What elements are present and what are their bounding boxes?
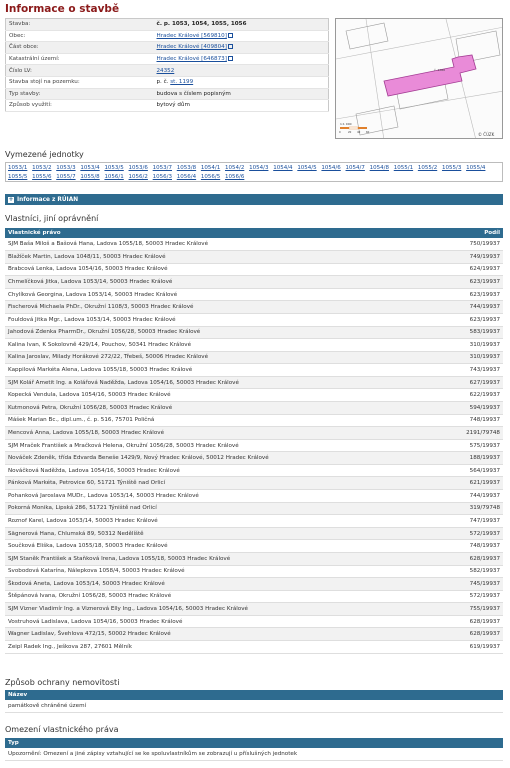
restrictions-section-title: Omezení vlastnického práva — [5, 725, 119, 734]
owner-name: Kalina Jaroslav, Milady Horákové 272/22, Třebeš, 50006 Hradec Králové — [5, 351, 438, 364]
info-label: Katastrální území: — [6, 53, 154, 65]
owner-name: SJM Baša Miloš a Bašová Hana, Ladova 1055/18, 50003 Hradec Králové — [5, 238, 438, 251]
owner-name: Chmelíčková Jitka, Ladova 1053/14, 50003 Hradec Králové — [5, 276, 438, 289]
info-row — [6, 65, 329, 77]
table-row — [5, 364, 503, 377]
unit-link[interactable]: 1055/3 — [441, 165, 462, 171]
unit-link[interactable]: 1055/2 — [417, 165, 438, 171]
ruian-label: Informace z RÚIAN — [17, 196, 79, 203]
info-value-cell — [154, 53, 329, 65]
external-link-icon[interactable] — [228, 44, 233, 49]
info-value-link[interactable]: Hradec Králové [646873] — [156, 56, 227, 63]
owner-share: 755/19937 — [438, 603, 503, 616]
info-value-link[interactable]: st. 1199 — [170, 79, 194, 86]
owner-share: 188/19937 — [438, 452, 503, 465]
info-value-link[interactable]: Hradec Králové [409804] — [156, 44, 227, 51]
info-value-cell — [154, 100, 329, 112]
owner-share: 748/19937 — [438, 414, 503, 427]
owner-share: 582/19937 — [438, 565, 503, 578]
unit-link[interactable]: 1053/5 — [104, 165, 124, 171]
owner-name: SJM Mraček František a Mračková Helena, Okružní 1056/28, 50003 Hradec Králové — [5, 439, 438, 452]
ruian-toggle[interactable] — [5, 194, 503, 205]
owner-share: 628/19937 — [438, 615, 503, 628]
owner-share: 743/19937 — [438, 364, 503, 377]
owner-name: Štěpánová Ivana, Okružní 1056/28, 50003 Hradec Králové — [5, 590, 438, 603]
scale-tick-2: 40 — [357, 131, 361, 134]
table-row — [5, 615, 503, 628]
table-row — [5, 490, 503, 503]
owner-name: Svobodová Katarína, Nálepkova 1058/4, 50003 Hradec Králové — [5, 565, 438, 578]
owner-share: 564/19937 — [438, 464, 503, 477]
table-row — [5, 452, 503, 465]
owner-name: Roznof Karel, Ladova 1053/14, 50003 Hradec Králové — [5, 515, 438, 528]
owner-name: Fouldová Jitka Mgr., Ladova 1053/14, 50003 Hradec Králové — [5, 313, 438, 326]
unit-link[interactable]: 1056/3 — [152, 173, 173, 180]
owner-name: Fischerová Michaela PhDr., Okružní 1108/3, 50003 Hradec Králové — [5, 301, 438, 314]
unit-link[interactable]: 1055/4 — [466, 165, 486, 171]
table-row — [5, 263, 503, 276]
owner-share: 572/19937 — [438, 527, 503, 540]
restrictions-value: Upozornění: Omezení a jiné zápisy vztahující se ke spoluvlastníkům se zobrazují u příslušných jednotek — [5, 748, 503, 760]
unit-link[interactable]: 1054/7 — [345, 165, 365, 171]
unit-link[interactable]: 1054/4 — [273, 165, 293, 171]
table-row — [5, 339, 503, 352]
info-label: Stavba: — [6, 19, 154, 31]
info-value-cell — [154, 65, 329, 77]
unit-link[interactable]: 1053/2 — [32, 165, 52, 171]
table-row — [5, 552, 503, 565]
owner-share: 594/19937 — [438, 402, 503, 415]
info-value: budova s číslem popisným — [156, 90, 231, 97]
owner-name: Blažíček Martin, Ladova 1048/11, 50003 Hradec Králové — [5, 251, 438, 264]
table-row — [5, 402, 503, 415]
building-info-table — [5, 18, 329, 112]
owner-name: Pokorná Monika, Lipská 286, 51721 Týniště nad Orlicí — [5, 502, 438, 515]
owner-share: 310/19937 — [438, 351, 503, 364]
table-row — [5, 238, 503, 251]
info-row — [6, 100, 329, 112]
owner-name: Mencová Anna, Ladova 1055/18, 50003 Hradec Králové — [5, 427, 438, 440]
protection-table — [5, 690, 503, 713]
table-row — [5, 326, 503, 339]
owner-share: 621/19937 — [438, 477, 503, 490]
restrictions-table — [5, 738, 503, 761]
table-row — [5, 288, 503, 301]
unit-link[interactable]: 1053/4 — [80, 165, 100, 171]
owner-share: 749/19937 — [438, 251, 503, 264]
info-value-cell — [154, 30, 329, 42]
map-copyright: © ČÚZK — [478, 132, 495, 137]
info-label: Typ stavby: — [6, 88, 154, 100]
owner-name: Nováček Zdeněk, třída Edvarda Beneše 1429/9, Nový Hradec Králové, 50012 Hradec Králové — [5, 452, 438, 465]
info-label: Stavba stojí na pozemku: — [6, 76, 154, 88]
unit-link[interactable]: 1056/2 — [128, 173, 148, 180]
info-value: bytový dům — [156, 102, 190, 109]
owner-share: 2191/79748 — [438, 427, 503, 440]
info-label: Číslo LV: — [6, 65, 154, 77]
owner-name: Kutmonová Petra, Okružní 1056/28, 50003 Hradec Králové — [5, 402, 438, 415]
table-row — [5, 565, 503, 578]
owner-name: Kappilová Markéta Alena, Ladova 1055/18, 50003 Hradec Králové — [5, 364, 438, 377]
owner-share: 623/19937 — [438, 313, 503, 326]
table-row — [5, 376, 503, 389]
owner-name: Součková Eliška, Ladova 1055/18, 50003 Hradec Králové — [5, 540, 438, 553]
unit-link[interactable]: 1055/1 — [393, 165, 414, 171]
table-row — [5, 301, 503, 314]
owner-name: Mášek Marian Bc., dipl.um., č. p. 516, 75701 Poličná — [5, 414, 438, 427]
unit-link[interactable]: 1053/1 — [8, 165, 28, 171]
table-row — [5, 527, 503, 540]
owner-name: Kopecká Vendula, Ladova 1054/16, 50003 Hradec Králové — [5, 389, 438, 402]
unit-link[interactable]: 1056/1 — [104, 173, 124, 180]
owner-share: 583/19937 — [438, 326, 503, 339]
owner-name: SJM Vizner Vladimír Ing. a Viznerová Elly Ing., Ladova 1054/16, 50003 Hradec Králové — [5, 603, 438, 616]
owners-table — [5, 228, 503, 654]
unit-link[interactable]: 1055/5 — [8, 173, 28, 180]
info-row — [6, 88, 329, 100]
owner-share: 622/19937 — [438, 389, 503, 402]
owner-name: Jahodová Zdenka PharmDr., Okružní 1056/28, 50003 Hradec Králové — [5, 326, 438, 339]
info-row — [6, 19, 329, 31]
owner-share: 748/19937 — [438, 540, 503, 553]
table-row — [5, 502, 503, 515]
table-row — [5, 590, 503, 603]
owner-share: 623/19937 — [438, 288, 503, 301]
map-graphic — [336, 19, 503, 139]
unit-link[interactable]: 1053/8 — [176, 165, 197, 171]
owner-name: Nováčková Naděžda, Ladova 1054/16, 50003 Hradec Králové — [5, 464, 438, 477]
owner-share: 744/19937 — [438, 490, 503, 503]
external-link-icon[interactable] — [228, 56, 233, 61]
info-value-cell — [154, 88, 329, 100]
table-row — [5, 351, 503, 364]
page-title: Informace o stavbě — [5, 3, 120, 15]
unit-link[interactable]: 1053/3 — [56, 165, 76, 171]
owner-share: 747/19937 — [438, 515, 503, 528]
table-row — [5, 515, 503, 528]
scale-tick-0: 0 — [339, 131, 341, 134]
restrictions-header: Typ — [5, 738, 503, 748]
info-row — [6, 76, 329, 88]
owners-header-name: Vlastnické právo — [5, 228, 438, 238]
owner-share: 572/19937 — [438, 590, 503, 603]
cadastral-map[interactable] — [335, 18, 503, 139]
table-row — [5, 578, 503, 591]
info-value-link[interactable]: Hradec Králové [569810] — [156, 32, 227, 39]
unit-link[interactable]: 1056/6 — [224, 173, 245, 180]
unit-link[interactable]: 1055/6 — [32, 173, 52, 180]
owner-share: 623/19937 — [438, 276, 503, 289]
unit-link[interactable]: 1056/5 — [200, 173, 221, 180]
expand-plus-icon: + — [8, 195, 14, 203]
owner-share: 628/19937 — [438, 628, 503, 641]
map-scale-label: 1:1 000 — [340, 122, 352, 126]
info-label: Část obce: — [6, 42, 154, 54]
unit-link[interactable]: 1054/6 — [321, 165, 341, 171]
units-section-title: Vymezené jednotky — [5, 150, 84, 159]
unit-link[interactable]: 1056/4 — [176, 173, 197, 180]
unit-link[interactable]: 1054/5 — [297, 165, 317, 171]
info-row — [6, 53, 329, 65]
unit-link[interactable]: 1054/8 — [369, 165, 389, 171]
scale-tick-3: 60 — [366, 131, 370, 134]
owner-name: Kalina Ivan, K Sokolovně 429/14, Pouchov, 50341 Hradec Králové — [5, 339, 438, 352]
owner-name: Sägnerová Hana, Chlumská 89, 50312 Nedělíště — [5, 527, 438, 540]
owner-name: Škodová Aneta, Ladova 1053/14, 50003 Hradec Králové — [5, 578, 438, 591]
info-label: Obec: — [6, 30, 154, 42]
protection-header: Název — [5, 690, 503, 700]
info-row — [6, 42, 329, 54]
owner-share: 619/19937 — [438, 641, 503, 654]
owner-name: Pánková Markéta, Petrovice 60, 51721 Týniště nad Orlicí — [5, 477, 438, 490]
owner-share: 575/19937 — [438, 439, 503, 452]
table-row — [5, 477, 503, 490]
external-link-icon[interactable] — [228, 33, 233, 38]
info-value-cell — [154, 76, 329, 88]
info-value-prefix: p. č. — [156, 79, 171, 86]
owner-name: Vostruhová Ladislava, Ladova 1054/16, 50003 Hradec Králové — [5, 615, 438, 628]
info-value-cell — [154, 19, 329, 31]
info-value: č. p. 1053, 1054, 1055, 1056 — [156, 21, 247, 28]
table-row — [5, 464, 503, 477]
owner-name: Chylíková Georgina, Ladova 1053/14, 50003 Hradec Králové — [5, 288, 438, 301]
building-number-label: č. 1060 — [434, 68, 446, 72]
owner-name: Brabcová Lenka, Ladova 1054/16, 50003 Hradec Králové — [5, 263, 438, 276]
table-row — [5, 313, 503, 326]
table-row — [5, 389, 503, 402]
scale-tick-1: 20 — [348, 131, 352, 134]
table-row — [5, 641, 503, 654]
protection-section-title: Způsob ochrany nemovitosti — [5, 678, 120, 687]
owner-share: 627/19937 — [438, 376, 503, 389]
table-row — [5, 276, 503, 289]
unit-link[interactable]: 1053/7 — [152, 165, 173, 171]
owner-share: 744/19937 — [438, 301, 503, 314]
owner-share: 624/19937 — [438, 263, 503, 276]
info-row — [6, 30, 329, 42]
owner-name: SJM Staněk František a Staňková Irena, Ladova 1055/18, 50003 Hradec Králové — [5, 552, 438, 565]
table-row — [5, 540, 503, 553]
owner-name: Pohanková Jaroslava MUDr., Ladova 1053/14, 50003 Hradec Králové — [5, 490, 438, 503]
owners-header-share: Podíl — [438, 228, 503, 238]
table-row — [5, 603, 503, 616]
unit-link[interactable]: 1054/3 — [249, 165, 269, 171]
protection-value: památkově chráněné území — [5, 700, 503, 712]
owner-share: 750/19937 — [438, 238, 503, 251]
units-list — [5, 162, 503, 182]
table-row — [5, 628, 503, 641]
owner-share: 745/19937 — [438, 578, 503, 591]
unit-link[interactable]: 1054/2 — [224, 165, 245, 171]
owner-name: Wagner Ladislav, Švehlova 472/15, 50002 Hradec Králové — [5, 628, 438, 641]
unit-link[interactable]: 1053/6 — [128, 165, 148, 171]
table-row — [5, 251, 503, 264]
info-value-link[interactable]: 24352 — [156, 67, 175, 74]
table-row — [5, 414, 503, 427]
info-label: Způsob využití: — [6, 100, 154, 112]
owner-share: 628/19937 — [438, 552, 503, 565]
table-row — [5, 427, 503, 440]
unit-link[interactable]: 1055/7 — [56, 173, 76, 180]
owner-share: 319/79748 — [438, 502, 503, 515]
owners-section-title: Vlastníci, jiní oprávnění — [5, 214, 99, 223]
unit-link[interactable]: 1054/1 — [200, 165, 221, 171]
table-row — [5, 439, 503, 452]
info-value-cell — [154, 42, 329, 54]
owner-name: SJM Kolář Ametit Ing. a Kolářová Naděžda, Ladova 1054/16, 50003 Hradec Králové — [5, 376, 438, 389]
owner-name: Zeipl Radek Ing., Ješkova 287, 27601 Mělník — [5, 641, 438, 654]
owner-share: 310/19937 — [438, 339, 503, 352]
unit-link[interactable]: 1055/8 — [80, 173, 100, 180]
